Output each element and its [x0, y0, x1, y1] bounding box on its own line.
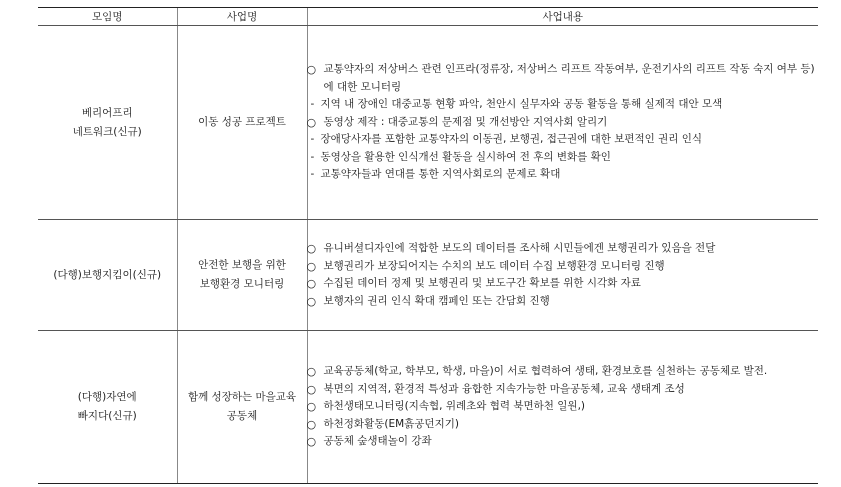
- header-project-content: 사업내용: [307, 8, 818, 26]
- content-item: [308, 416, 819, 434]
- project-name-cell: [177, 331, 307, 484]
- content-item-text: 공동체 숲생태놀이 강좌: [323, 435, 432, 448]
- content-item-text: 하천생태모니터링(지속협, 위례초와 협력 북면하천 일원,): [323, 400, 586, 413]
- group-name-cell: [38, 220, 177, 331]
- content-item-text: 보행권리가 보장되어지는 수치의 보도 데이터 수집 보행환경 모니터링 진행: [323, 259, 665, 272]
- circle-bullet-icon: ○: [306, 242, 317, 255]
- content-item: [308, 275, 819, 293]
- content-item-text: 수집된 데이터 정제 및 보행권리 및 보도구간 확보를 위한 시각화 자료: [323, 277, 641, 289]
- circle-bullet-icon: ○: [306, 365, 317, 379]
- content-item: [308, 149, 819, 167]
- content-item: [308, 293, 819, 311]
- project-name-line: 안전한 보행을 위한: [198, 259, 286, 271]
- group-name-line: 베리어프리: [81, 106, 133, 119]
- content-item: [308, 398, 819, 416]
- content-item-text: 동영상을 활용한 인식개선 활동을 실시하여 전 후의 변화를 확인: [320, 150, 611, 163]
- circle-bullet-icon: ○: [306, 115, 317, 129]
- project-table: [38, 7, 818, 484]
- circle-bullet-icon: ○: [306, 435, 317, 449]
- dash-bullet-icon: -: [310, 150, 315, 163]
- header-row: [38, 8, 818, 26]
- project-name-line: 공동체: [226, 410, 258, 422]
- content-item-text: 북면의 지역적, 환경적 특성과 융합한 지속가능한 마을공동체, 교육 생태계 조성: [323, 382, 685, 395]
- circle-bullet-icon: ○: [306, 294, 317, 308]
- content-item: [308, 433, 819, 451]
- dash-bullet-icon: -: [310, 98, 315, 111]
- content-item-text: 교육공동체(학교, 학부모, 학생, 마을)이 서로 협력하여 생태, 환경보호를 실천하는 공동체로 발전.: [323, 365, 768, 378]
- content-item: [308, 114, 819, 132]
- content-item-text: 지역 내 장애인 대중교통 현황 파악, 천안시 실무자와 공동 활동을 통해 실제적 대안 모색: [320, 98, 723, 111]
- dash-bullet-icon: -: [310, 133, 315, 146]
- content-item-text: 유니버셜디자인에 적합한 보도의 데이터를 조사해 시민들에겐 보행권리가 있음을 전달: [323, 242, 716, 254]
- content-item-text: 교통약자들과 연대를 통한 지역사회로의 문제로 확대: [320, 168, 561, 181]
- group-name-cell: [38, 331, 177, 484]
- circle-bullet-icon: ○: [306, 259, 317, 273]
- table-row: [38, 331, 818, 484]
- group-name-line: (다행)보행지킴이(신규): [53, 268, 162, 281]
- circle-bullet-icon: ○: [306, 277, 317, 290]
- header-group-name: 모임명: [38, 8, 177, 26]
- group-name-line: 빠지다(신규): [77, 410, 137, 422]
- content-item: [308, 166, 819, 184]
- content-item: [308, 61, 819, 96]
- dash-bullet-icon: -: [310, 168, 315, 181]
- content-item: [308, 96, 819, 114]
- project-name-cell: [177, 26, 307, 220]
- group-name-line: 네트워크(신규): [72, 125, 142, 138]
- content-item-text: 장애당사자를 포함한 교통약자의 이동권, 보행권, 접근권에 대한 보편적인 권리 인식: [320, 133, 703, 146]
- content-item: [308, 381, 819, 399]
- table-row: [38, 220, 818, 331]
- content-item: [308, 363, 819, 381]
- circle-bullet-icon: ○: [306, 63, 317, 77]
- project-content-cell: [307, 331, 818, 484]
- content-item-text: 동영상 제작 : 대중교통의 문제점 및 개선방안 지역사회 알리기: [323, 115, 608, 128]
- project-content-cell: [307, 26, 818, 220]
- group-name-cell: [38, 26, 177, 220]
- group-name-line: (다행)자연에: [77, 391, 137, 403]
- project-name-line: 이동 성공 프로젝트: [198, 116, 286, 128]
- content-item: [308, 258, 819, 276]
- content-item: [308, 240, 819, 258]
- header-project-name: 사업명: [177, 8, 307, 26]
- circle-bullet-icon: ○: [306, 382, 317, 396]
- project-content-cell: [307, 220, 818, 331]
- table-row: [38, 26, 818, 220]
- content-item-text: 보행자의 권리 인식 확대 캠페인 또는 간담회 진행: [323, 294, 550, 307]
- circle-bullet-icon: ○: [306, 417, 317, 431]
- content-item-text: 교통약자의 저상버스 관련 인프라(정류장, 저상버스 리프트 작동여부, 운전기사의 리프트 작동 숙지 여부 등)에 대한 모니터링: [323, 63, 815, 93]
- content-item-text: 하천정화활동(EM흙공던지기): [323, 417, 459, 430]
- project-name-line: 함께 성장하는 마을교육: [187, 391, 297, 403]
- project-name-cell: [177, 220, 307, 331]
- content-item: [308, 131, 819, 149]
- project-name-line: 보행환경 모니터링: [199, 278, 285, 290]
- circle-bullet-icon: ○: [306, 400, 317, 414]
